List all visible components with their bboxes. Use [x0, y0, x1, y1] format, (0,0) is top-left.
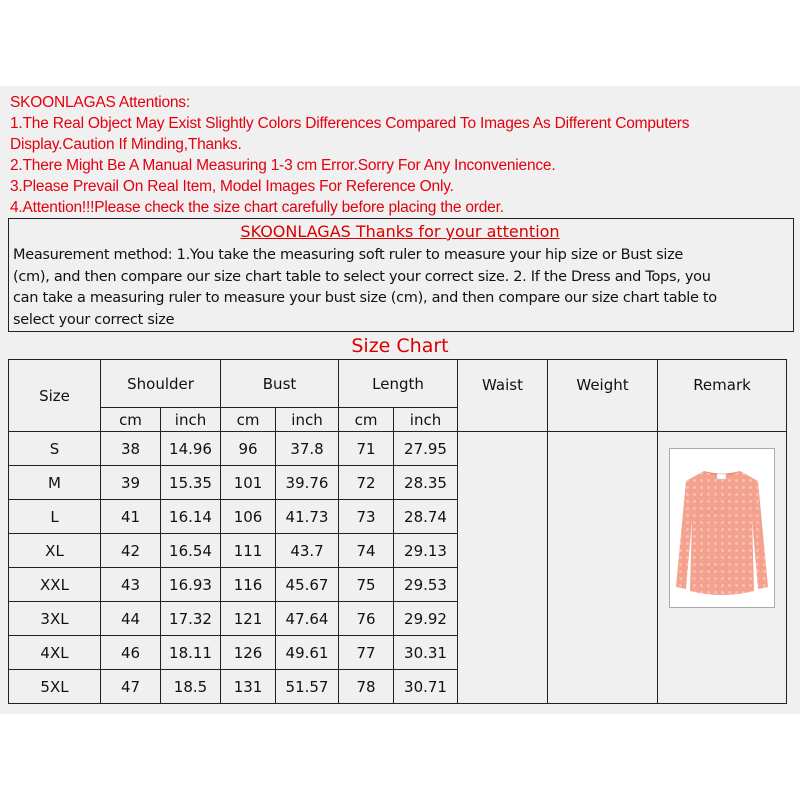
- attention-line: 3.Please Prevail On Real Item, Model Images For Reference Only.: [10, 178, 454, 195]
- length-cm-cell: 76: [339, 602, 394, 636]
- unit-cm: cm: [101, 408, 161, 432]
- size-chart-title: Size Chart: [351, 335, 449, 357]
- unit-cm: cm: [339, 408, 394, 432]
- length-cm-cell: 78: [339, 670, 394, 704]
- length-inch-cell: 27.95: [394, 432, 458, 466]
- bust-cm-cell: 101: [221, 466, 276, 500]
- bust-inch-cell: 49.61: [276, 636, 339, 670]
- shoulder-inch-cell: 16.14: [161, 500, 221, 534]
- method-line: can take a measuring ruler to measure your bust size (cm), and then compare our size chart table to: [13, 290, 717, 306]
- length-cm-cell: 71: [339, 432, 394, 466]
- bust-inch-cell: 39.76: [276, 466, 339, 500]
- size-cell: S: [9, 432, 101, 466]
- shoulder-cm-cell: 41: [101, 500, 161, 534]
- header-remark: Remark: [658, 360, 787, 432]
- length-inch-cell: 28.74: [394, 500, 458, 534]
- size-cell: XL: [9, 534, 101, 568]
- shoulder-cm-cell: 46: [101, 636, 161, 670]
- unit-inch: inch: [276, 408, 339, 432]
- shoulder-cm-cell: 47: [101, 670, 161, 704]
- shoulder-inch-cell: 16.54: [161, 534, 221, 568]
- unit-cm: cm: [221, 408, 276, 432]
- bust-inch-cell: 51.57: [276, 670, 339, 704]
- shoulder-inch-cell: 15.35: [161, 466, 221, 500]
- length-cm-cell: 77: [339, 636, 394, 670]
- size-cell: M: [9, 466, 101, 500]
- method-text: [13, 245, 793, 331]
- length-cm-cell: 75: [339, 568, 394, 602]
- method-line: Measurement method: 1.You take the measuring soft ruler to measure your hip size or Bust size: [13, 247, 684, 263]
- size-cell: 4XL: [9, 636, 101, 670]
- shoulder-cm-cell: 39: [101, 466, 161, 500]
- shoulder-cm-cell: 38: [101, 432, 161, 466]
- weight-cell: [548, 432, 658, 704]
- bust-cm-cell: 116: [221, 568, 276, 602]
- shoulder-cm-cell: 44: [101, 602, 161, 636]
- method-line: (cm), and then compare our size chart table to select your correct size. 2. If the Dress and Tops, you: [13, 268, 711, 285]
- blouse-icon: [670, 449, 774, 607]
- bust-cm-cell: 96: [221, 432, 276, 466]
- remark-cell: [658, 432, 787, 704]
- attention-line: 4.Attention!!!Please check the size chart carefully before placing the order.: [10, 199, 504, 216]
- shoulder-inch-cell: 14.96: [161, 432, 221, 466]
- waist-cell: [458, 432, 548, 704]
- attention-line: 1.The Real Object May Exist Slightly Colors Differences Compared To Images As Different Computers: [10, 115, 690, 132]
- length-inch-cell: 30.71: [394, 670, 458, 704]
- header-size: Size: [9, 360, 101, 432]
- length-inch-cell: 29.13: [394, 534, 458, 568]
- header-bust: Bust: [221, 360, 339, 408]
- attention-line: 2.There Might Be A Manual Measuring 1-3 cm Error.Sorry For Any Inconvenience.: [10, 157, 556, 174]
- length-cm-cell: 74: [339, 534, 394, 568]
- length-cm-cell: 72: [339, 466, 394, 500]
- bust-cm-cell: 111: [221, 534, 276, 568]
- attentions-block: [10, 92, 795, 218]
- method-title: SKOONLAGAS Thanks for your attention: [240, 222, 560, 241]
- size-chart-table: [8, 359, 787, 704]
- unit-inch: inch: [394, 408, 458, 432]
- table-row: [9, 432, 787, 466]
- shoulder-inch-cell: 16.93: [161, 568, 221, 602]
- bust-inch-cell: 41.73: [276, 500, 339, 534]
- shoulder-inch-cell: 18.5: [161, 670, 221, 704]
- header-shoulder: Shoulder: [101, 360, 221, 408]
- product-image: [669, 448, 775, 608]
- attentions-title: SKOONLAGAS Attentions:: [10, 94, 190, 111]
- shoulder-inch-cell: 18.11: [161, 636, 221, 670]
- header-waist: Waist: [458, 360, 548, 432]
- unit-inch: inch: [161, 408, 221, 432]
- size-cell: L: [9, 500, 101, 534]
- size-cell: 5XL: [9, 670, 101, 704]
- method-line: select your correct size: [13, 311, 175, 328]
- length-inch-cell: 29.92: [394, 602, 458, 636]
- length-inch-cell: 29.53: [394, 568, 458, 602]
- size-cell: 3XL: [9, 602, 101, 636]
- bust-cm-cell: 131: [221, 670, 276, 704]
- bust-inch-cell: 45.67: [276, 568, 339, 602]
- shoulder-cm-cell: 42: [101, 534, 161, 568]
- length-cm-cell: 73: [339, 500, 394, 534]
- bust-cm-cell: 106: [221, 500, 276, 534]
- bust-cm-cell: 126: [221, 636, 276, 670]
- bust-cm-cell: 121: [221, 602, 276, 636]
- shoulder-cm-cell: 43: [101, 568, 161, 602]
- length-inch-cell: 30.31: [394, 636, 458, 670]
- bust-inch-cell: 37.8: [276, 432, 339, 466]
- header-weight: Weight: [548, 360, 658, 432]
- shoulder-inch-cell: 17.32: [161, 602, 221, 636]
- size-cell: XXL: [9, 568, 101, 602]
- bust-inch-cell: 43.7: [276, 534, 339, 568]
- length-inch-cell: 28.35: [394, 466, 458, 500]
- header-length: Length: [339, 360, 458, 408]
- bust-inch-cell: 47.64: [276, 602, 339, 636]
- attention-line: Display.Caution If Minding,Thanks.: [10, 136, 242, 153]
